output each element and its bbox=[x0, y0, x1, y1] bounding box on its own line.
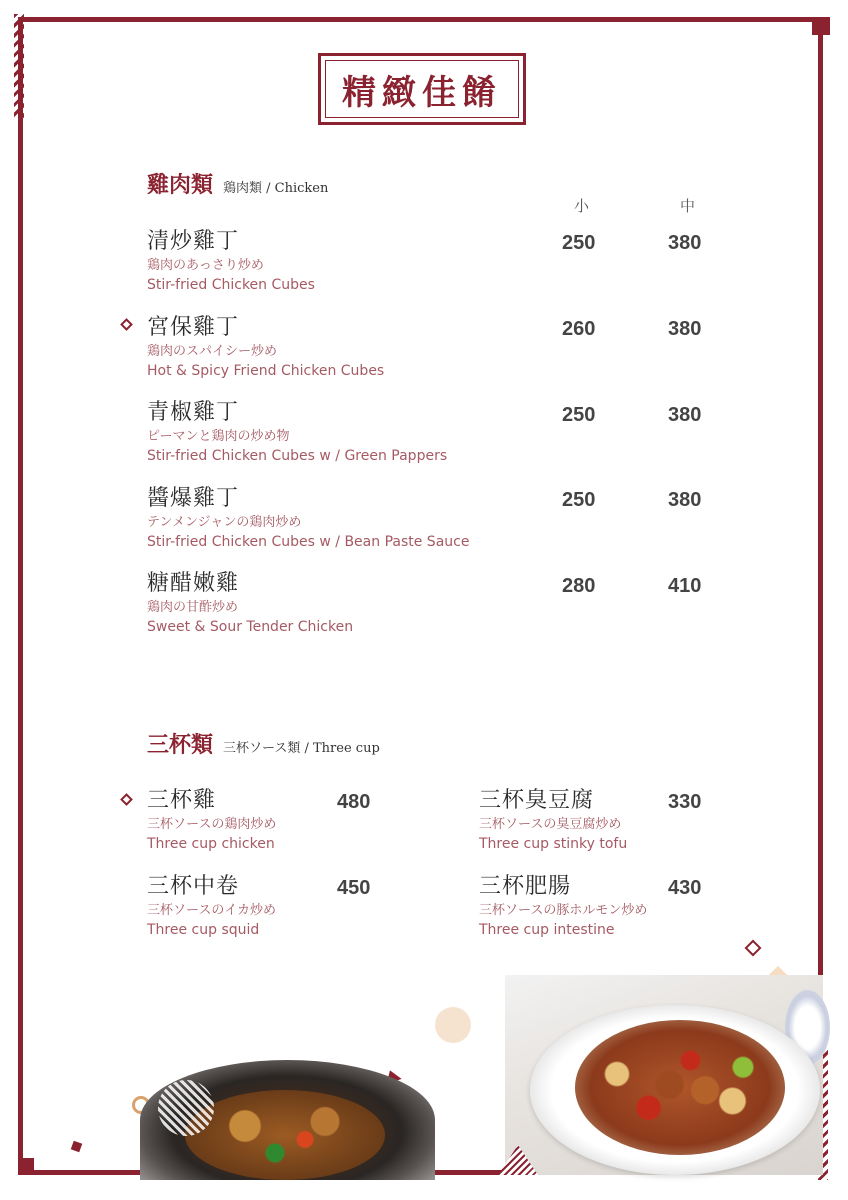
menu-item bbox=[479, 788, 627, 853]
item-name-en: Stir-fried Chicken Cubes bbox=[147, 277, 315, 293]
item-name-jp: 三杯ソースの鶏肉炒め bbox=[147, 817, 277, 832]
corner-accent-top-right bbox=[812, 17, 830, 35]
item-name-jp: ピーマンと鶏肉の炒め物 bbox=[147, 429, 290, 444]
item-name-en: Three cup intestine bbox=[479, 922, 615, 938]
page-title: 精緻佳餚 bbox=[342, 72, 502, 113]
item-name-en: Stir-fried Chicken Cubes w / Bean Paste Sauce bbox=[147, 534, 470, 550]
item-name-en: Three cup chicken bbox=[147, 836, 275, 852]
price: 480 bbox=[337, 791, 371, 813]
three-cup-chicken-image bbox=[185, 1090, 385, 1180]
price-medium: 380 bbox=[668, 318, 702, 340]
menu-item bbox=[147, 571, 353, 636]
price-medium: 380 bbox=[668, 232, 702, 254]
item-name: 三杯臭豆腐 bbox=[479, 788, 595, 813]
section-header-chicken bbox=[147, 168, 328, 199]
menu-item bbox=[479, 874, 647, 939]
item-name-jp: 三杯ソースの豚ホルモン炒め bbox=[479, 903, 648, 918]
menu-item bbox=[147, 788, 276, 853]
item-name: 醬爆雞丁 bbox=[147, 486, 240, 511]
item-name: 青椒雞丁 bbox=[147, 400, 240, 425]
price-small: 260 bbox=[562, 318, 596, 340]
item-name-en: Three cup stinky tofu bbox=[479, 836, 628, 852]
item-name: 糖醋嫩雞 bbox=[147, 571, 240, 596]
item-name-en: Three cup squid bbox=[147, 922, 260, 938]
item-name: 三杯中卷 bbox=[147, 874, 240, 899]
price-small: 250 bbox=[562, 404, 596, 426]
item-name: 清炒雞丁 bbox=[147, 229, 240, 254]
price-medium: 410 bbox=[668, 575, 702, 597]
kung-pao-chicken-image bbox=[575, 1020, 785, 1155]
corner-accent-bottom-left bbox=[18, 1158, 34, 1175]
item-name-en: Sweet & Sour Tender Chicken bbox=[147, 619, 354, 635]
price-small: 250 bbox=[562, 489, 596, 511]
deco-striped-circle bbox=[158, 1080, 214, 1136]
item-name-jp: 鶏肉のスパイシー炒め bbox=[147, 344, 278, 359]
item-name-jp: 鶏肉の甘酢炒め bbox=[147, 600, 239, 615]
deco-circle bbox=[435, 1007, 471, 1043]
section-header-three-cup bbox=[147, 728, 380, 759]
item-name-jp: 鶏肉のあっさり炒め bbox=[147, 258, 264, 273]
item-name-en: Stir-fried Chicken Cubes w / Green Pappers bbox=[147, 448, 448, 464]
menu-item bbox=[147, 400, 447, 465]
menu-item bbox=[147, 486, 469, 551]
item-name-jp: 三杯ソースのイカ炒め bbox=[147, 903, 276, 918]
menu-item bbox=[147, 874, 276, 939]
price-small: 280 bbox=[562, 575, 596, 597]
size-small-label: 小 bbox=[574, 197, 590, 215]
item-name: 三杯肥腸 bbox=[479, 874, 572, 899]
section-subtitle: 三杯ソース類 / Three cup bbox=[223, 741, 380, 756]
price: 430 bbox=[668, 877, 702, 899]
item-name: 宮保雞丁 bbox=[147, 315, 240, 340]
item-name-en: Hot & Spicy Friend Chicken Cubes bbox=[147, 363, 385, 379]
item-name-jp: 三杯ソースの臭豆腐炒め bbox=[479, 817, 622, 832]
item-name-jp: テンメンジャンの鶏肉炒め bbox=[147, 515, 302, 530]
size-medium-label: 中 bbox=[680, 197, 696, 215]
section-title: 三杯類 bbox=[147, 732, 214, 758]
menu-item bbox=[147, 315, 384, 380]
price: 450 bbox=[337, 877, 371, 899]
item-name: 三杯雞 bbox=[147, 788, 217, 813]
price-small: 250 bbox=[562, 232, 596, 254]
menu-item bbox=[147, 229, 315, 294]
price-medium: 380 bbox=[668, 489, 702, 511]
price: 330 bbox=[668, 791, 702, 813]
section-subtitle: 鶏肉類 / Chicken bbox=[223, 181, 329, 196]
section-title: 雞肉類 bbox=[147, 172, 214, 198]
price-medium: 380 bbox=[668, 404, 702, 426]
page-title-box bbox=[318, 53, 526, 125]
